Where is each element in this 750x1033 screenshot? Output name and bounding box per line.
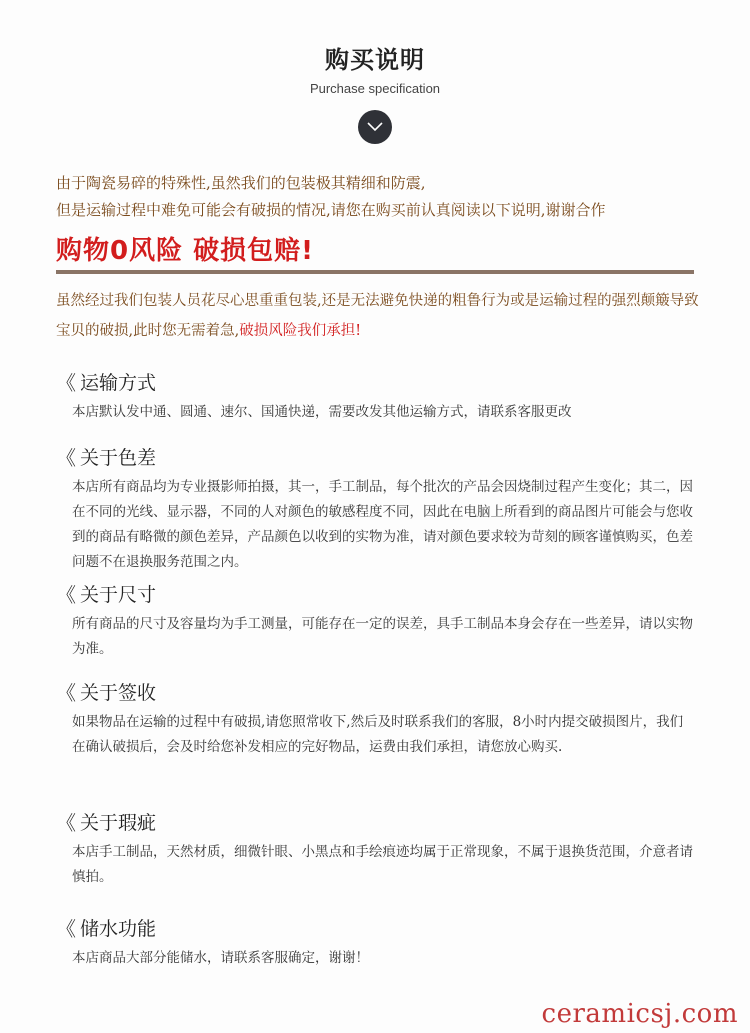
section-flaws	[56, 808, 696, 890]
damage-notice-text: 虽然经过我们包装人员花尽心思重重包装,还是无法避免快递的粗鲁行为或是运输过程的强烈颠簸导致宝贝的破损,此时您无需着急,	[56, 293, 699, 339]
section-size	[56, 580, 696, 662]
section-water-storage	[56, 914, 696, 971]
section-body: 所有商品的尺寸及容量均为手工测量，可能存在一定的误差，具手工制品本身会存在一些差异，请以实物为准。	[72, 616, 693, 657]
damage-notice	[56, 286, 706, 346]
section-title: 运输方式	[80, 371, 157, 394]
watermark: ceramicsj.com	[541, 999, 738, 1029]
section-mark: 《	[56, 445, 76, 470]
section-mark: 《	[56, 916, 76, 941]
section-body: 本店手工制品，天然材质，细微针眼、小黑点和手绘痕迹均属于正常现象，不属于退换货范围，介意者请慎拍。	[72, 844, 693, 885]
risk-free-slogan: 购物0风险 破损包赔!	[56, 236, 315, 266]
intro-text	[56, 170, 716, 224]
section-body: 本店商品大部分能储水，请联系客服确定，谢谢！	[72, 950, 369, 966]
chevron-down-icon	[358, 110, 392, 144]
intro-line-2: 但是运输过程中难免可能会有破损的情况,请您在购买前认真阅读以下说明,谢谢合作	[56, 201, 606, 219]
section-title: 关于签收	[80, 681, 157, 704]
section-receipt	[56, 678, 696, 760]
section-title: 关于瑕疵	[80, 811, 157, 834]
section-title: 关于尺寸	[80, 583, 157, 606]
divider	[56, 270, 694, 274]
section-title: 关于色差	[80, 446, 157, 469]
section-mark: 《	[56, 582, 76, 607]
page-subtitle: Purchase specification	[309, 81, 441, 96]
section-mark: 《	[56, 370, 76, 395]
section-color-difference	[56, 443, 696, 575]
section-mark: 《	[56, 810, 76, 835]
damage-notice-highlight: 破损风险我们承担!	[239, 323, 362, 339]
section-mark: 《	[56, 680, 76, 705]
page-title: 购买说明	[325, 46, 425, 74]
section-shipping	[56, 368, 696, 425]
section-body: 本店默认发中通、圆通、速尔、国通快递，需要改发其他运输方式，请联系客服更改	[72, 404, 572, 420]
section-body: 如果物品在运输的过程中有破损,请您照常收下,然后及时联系我们的客服，8小时内提交破损图片，我们在确认破损后，会及时给您补发相应的完好物品，运费由我们承担，请您放心购买.	[72, 714, 684, 755]
page-header	[0, 40, 750, 144]
section-body: 本店所有商品均为专业摄影师拍摄，其一，手工制品，每个批次的产品会因烧制过程产生变化；其二，因在不同的光线、显示器，不同的人对颜色的敏感程度不同，因此在电脑上所看到的商品图片可能会与您收到的商品有略微的颜色差异，产品颜色以收到的实物为准，请对颜色要求较为苛刻的顾客谨慎购买，色差问题不在退换服务范围之内。	[72, 479, 693, 570]
section-title: 储水功能	[80, 917, 157, 940]
intro-line-1: 由于陶瓷易碎的特殊性,虽然我们的包装极其精细和防震,	[56, 174, 426, 192]
